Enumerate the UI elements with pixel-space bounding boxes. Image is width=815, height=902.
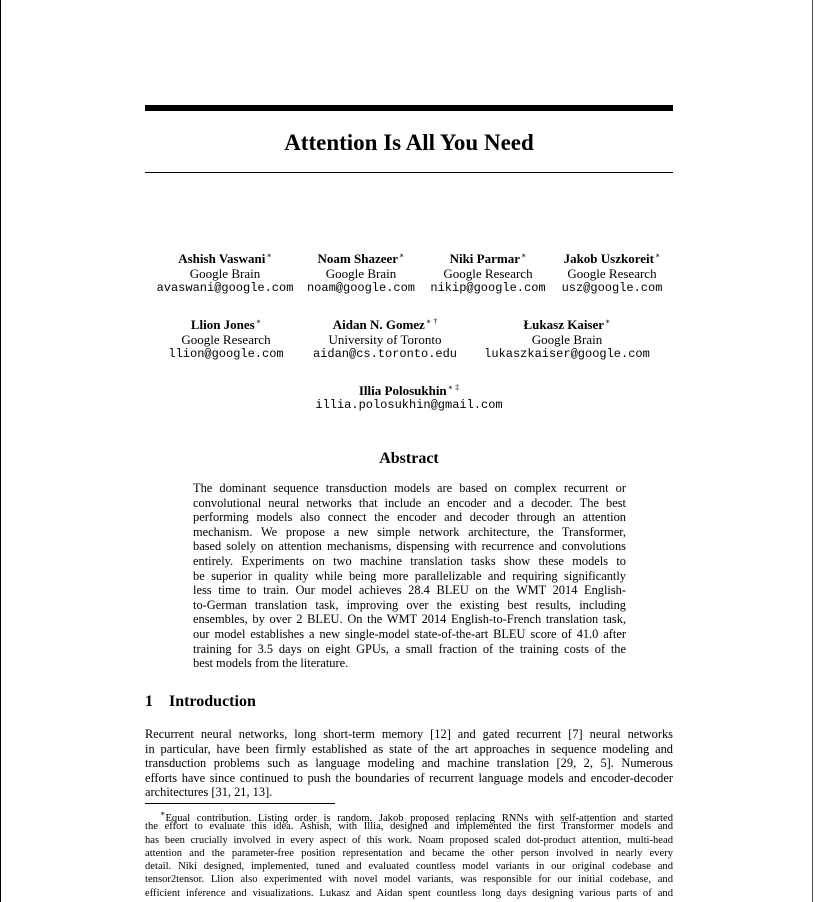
author-mark: ∗ † (425, 317, 438, 326)
abstract-line: our model establishes a new single-model state-of-the-art BLEU score of 41.0 after (193, 626, 626, 641)
author-name: Noam Shazeer∗ (317, 251, 405, 266)
abstract-line: less time to train. Our model achieves 28.4 BLEU on the WMT 2014 English- (193, 583, 626, 598)
author-email: lukaszkaiser@google.com (484, 347, 650, 361)
author-email: llion@google.com (168, 347, 284, 361)
author-block (428, 248, 548, 296)
author-email: aidan@cs.toronto.edu (312, 347, 458, 361)
abstract-line: entirely. Experiments on two machine translation tasks show these models to (193, 553, 626, 568)
author-name: Ashish Vaswani∗ (178, 251, 272, 266)
footnote-line: has been crucially involved in every aspect of this work. Noam proposed scaled dot-product attention, multi-head (145, 834, 673, 846)
intro-paragraph (145, 727, 673, 800)
section-number: 1 (145, 693, 153, 710)
author-affiliation: Google Research (567, 266, 657, 281)
author-email: usz@google.com (561, 281, 663, 295)
author-email: illia.polosukhin@gmail.com (315, 398, 503, 412)
author-affiliation: University of Toronto (328, 332, 442, 347)
title-rule-bottom (145, 172, 673, 173)
section-heading (145, 692, 256, 712)
footnote-line: attention and the parameter-free position representation and became the other person involved in nearly every (145, 847, 673, 859)
author-affiliation: Google Brain (189, 266, 261, 281)
body-line: in particular, have been firmly established as state of the art approaches in sequence modeling and (145, 741, 673, 756)
author-name: Illia Polosukhin∗ ‡ (358, 383, 460, 398)
author-mark: ∗ (255, 317, 262, 326)
author-name: Łukasz Kaiser∗ (523, 317, 611, 332)
author-mark: ∗ ‡ (447, 383, 460, 392)
abstract-line: training for 3.5 days on eight GPUs, a small fraction of the training costs of the (193, 641, 626, 656)
footnote (145, 807, 673, 900)
abstract-line: best models from the literature. (193, 656, 349, 671)
author-block (309, 380, 509, 413)
author-affiliation: Google Research (443, 266, 533, 281)
abstract-line: convolutional neural networks that include an encoder and a decoder. The best (193, 495, 626, 510)
author-affiliation: Google Brain (531, 332, 603, 347)
body-line: transduction problems such as language modeling and machine translation [29, 2, 5]. Numerous (145, 756, 673, 771)
abstract-text (193, 481, 626, 671)
footnote-line: detail. Niki designed, implemented, tuned and evaluated countless model variants in our original codebase and (145, 861, 673, 873)
abstract-line: based solely on attention mechanisms, dispensing with recurrence and convolutions (193, 539, 626, 554)
paper-title: Attention Is All You Need (284, 130, 534, 155)
author-affiliation: Google Brain (325, 266, 397, 281)
footnote-line: tensor2tensor. Llion also experimented with novel model variants, was responsible for our initial codebase, and (145, 874, 673, 886)
author-name: Llion Jones∗ (190, 317, 262, 332)
footnote-line: the effort to evaluate this idea. Ashish, with Illia, designed and implemented the first Transformer models and (145, 821, 673, 833)
author-block (302, 248, 420, 296)
abstract-line: ensembles, by over 2 BLEU. On the WMT 2014 English-to-French translation task, (193, 612, 626, 627)
body-line: Recurrent neural networks, long short-term memory [12] and gated recurrent [7] neural networks (145, 727, 673, 741)
footnote-line: ∗Equal contribution. Listing order is random. Jakob proposed replacing RNNs with self-attention and started (160, 809, 673, 824)
body-line: architectures [31, 21, 13]. (145, 785, 273, 800)
author-mark: ∗ (654, 251, 661, 260)
abstract-line: performing models also connect the encoder and decoder through an attention (193, 510, 626, 525)
author-name: Jakob Uszkoreit∗ (563, 251, 661, 266)
author-mark: ∗ (605, 317, 611, 326)
author-mark: ∗ (520, 251, 527, 260)
author-block (164, 314, 288, 362)
author-email: nikip@google.com (430, 281, 546, 295)
footnote-rule (145, 803, 335, 804)
author-name: Aidan N. Gomez∗ † (332, 317, 438, 332)
abstract-line: be superior in quality while being more parallelizable and requiring significantly (193, 568, 626, 583)
abstract-line: The dominant sequence transduction models are based on complex recurrent or (193, 481, 626, 495)
footnote-mark: ∗ (160, 809, 166, 818)
section-title: Introduction (169, 693, 256, 710)
author-mark: ∗ (399, 251, 405, 260)
author-email: noam@google.com (306, 281, 416, 295)
abstract-heading: Abstract (379, 450, 439, 467)
author-block (556, 248, 668, 296)
author-name: Niki Parmar∗ (449, 251, 527, 266)
abstract-line: mechanism. We propose a new simple network architecture, the Transformer, (193, 524, 626, 539)
abstract-line: to-German translation task, improving over the existing best results, including (193, 597, 626, 612)
author-block (151, 248, 299, 296)
footnote-line: efficient inference and visualizations. Lukasz and Aidan spent countless long days designing various parts of and (145, 887, 673, 899)
author-block (309, 314, 461, 362)
body-line: efforts have since continued to push the boundaries of recurrent language models and encoder-decoder (145, 770, 673, 785)
title-rule-top (145, 105, 673, 111)
author-email: avaswani@google.com (156, 281, 294, 295)
author-block (482, 314, 652, 362)
author-mark: ∗ (266, 251, 272, 260)
author-affiliation: Google Research (181, 332, 271, 347)
